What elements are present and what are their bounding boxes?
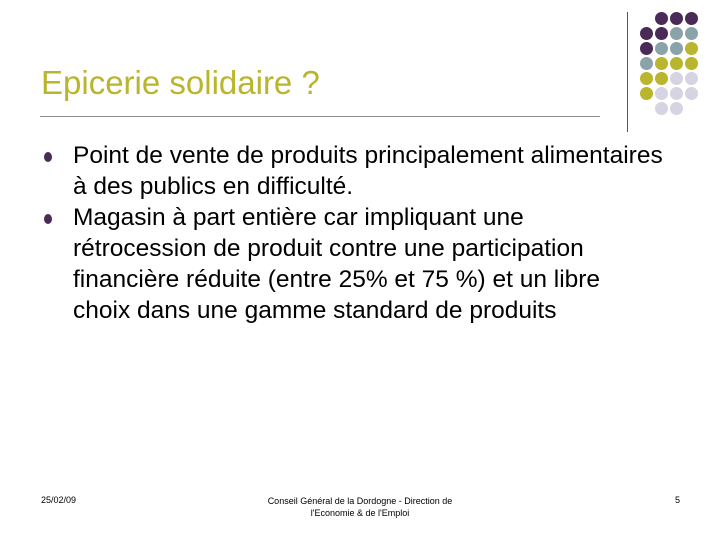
decorative-dot	[685, 87, 698, 100]
page-number: 5	[674, 495, 680, 505]
bullet-item	[44, 140, 664, 202]
footer-organization-line2: l'Economie & de l'Emploi	[310, 508, 410, 518]
decorative-vertical-rule	[627, 12, 628, 132]
decorative-dot	[685, 12, 698, 25]
decorative-dot	[670, 12, 683, 25]
title-underline	[40, 116, 600, 117]
bullet-item	[44, 202, 664, 326]
footer-organization	[240, 495, 480, 519]
decorative-dot	[685, 27, 698, 40]
decorative-dot	[640, 42, 653, 55]
decorative-dot	[670, 27, 683, 40]
decorative-dot	[655, 102, 668, 115]
decorative-dot	[655, 12, 668, 25]
footer-organization-line1: Conseil Général de la Dordogne - Direction de	[267, 496, 453, 506]
decorative-dot	[655, 27, 668, 40]
decorative-dot	[670, 57, 683, 70]
decorative-dot	[670, 42, 683, 55]
bullet-text: Magasin à part entière car impliquant une rétrocession de produit contre une participation financière réduite (entre 25% et 75 %) et un libre choix dans une gamme standard de produits	[73, 204, 601, 324]
slide-title: Epicerie solidaire ?	[41, 64, 320, 101]
decorative-dot	[640, 27, 653, 40]
decorative-dot	[670, 72, 683, 85]
bullet-text: Point de vente de produits principalement alimentaires à des publics en difficulté.	[73, 142, 663, 200]
decorative-dot	[640, 12, 653, 25]
bullet-marker-icon	[44, 214, 52, 224]
decorative-dot	[655, 57, 668, 70]
decorative-dot	[640, 57, 653, 70]
bullet-marker-icon	[44, 152, 52, 162]
bullet-list	[44, 140, 664, 326]
decorative-dot-grid	[640, 12, 698, 115]
decorative-dot	[685, 42, 698, 55]
decorative-dot	[685, 102, 698, 115]
decorative-dot	[685, 72, 698, 85]
decorative-dot	[640, 87, 653, 100]
decorative-dot	[655, 42, 668, 55]
decorative-dot	[670, 102, 683, 115]
decorative-dot	[685, 57, 698, 70]
decorative-dot	[655, 72, 668, 85]
footer-date: 25/02/09	[41, 495, 77, 505]
decorative-dot	[640, 102, 653, 115]
decorative-dot	[640, 72, 653, 85]
decorative-dot	[670, 87, 683, 100]
decorative-dot	[655, 87, 668, 100]
